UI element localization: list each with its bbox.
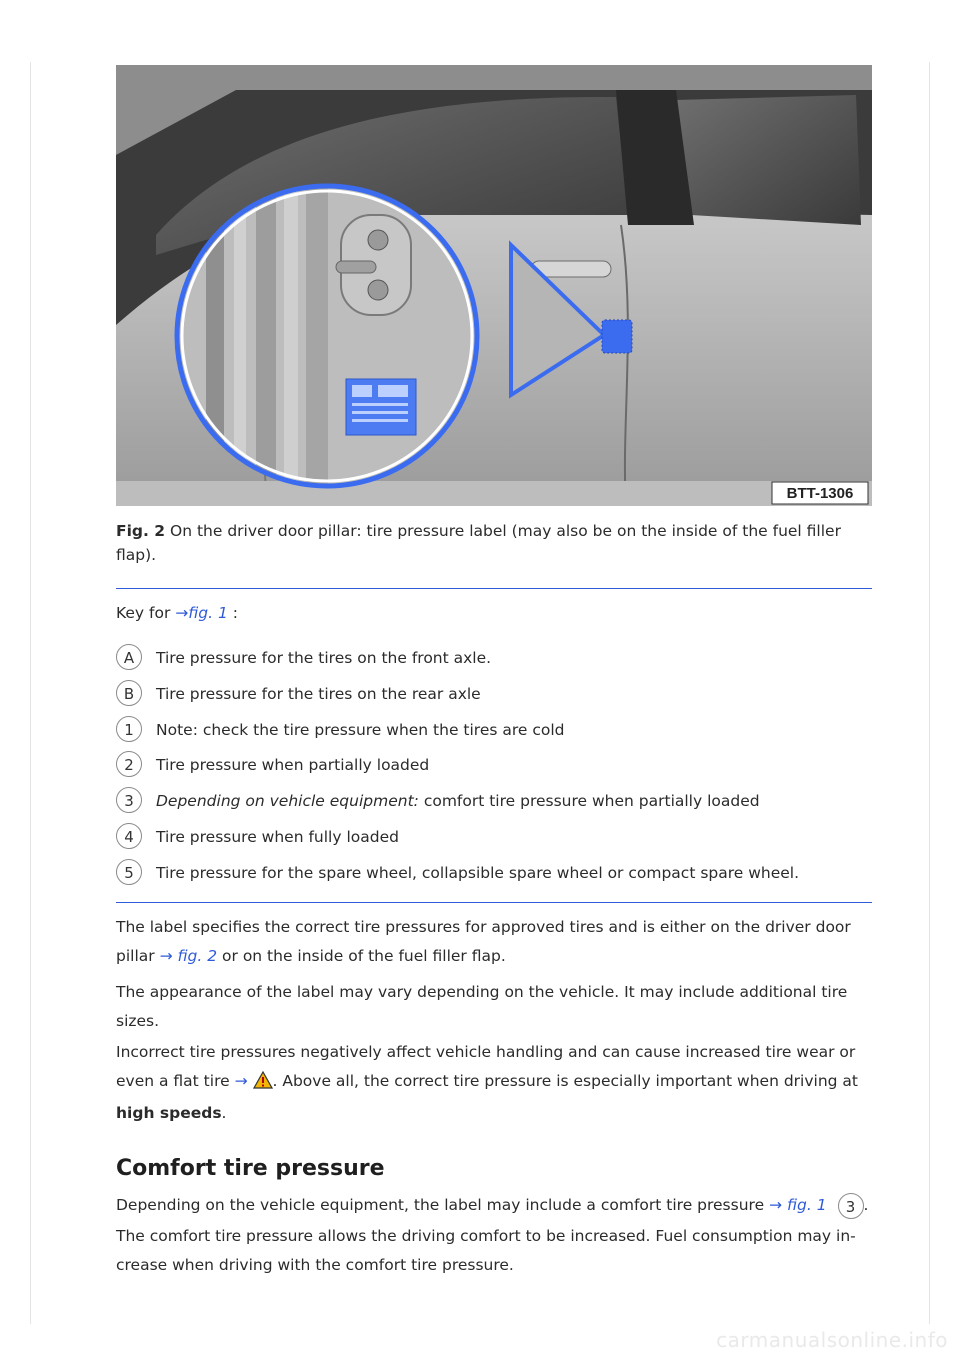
paragraph-incorrect-text: Incorrect tire pressures negatively affect vehicle handling and can cause increased tire wear or even a flat tire (116, 1043, 856, 1090)
key-badge: 2 (116, 751, 142, 777)
key-item-text: Note: check the tire pressure when the tires are cold (156, 720, 565, 739)
arrow-icon: → (159, 947, 173, 965)
paragraph-comfort-end: . (863, 1196, 869, 1214)
key-badge: 3 (116, 787, 142, 813)
key-item-text: comfort tire pressure when partially loaded (423, 792, 760, 811)
key-item-text: Tire pressure for the tires on the rear axle (156, 684, 481, 703)
key-arrow-icon: → (175, 604, 189, 622)
key-item-label (156, 825, 399, 849)
key-item-label (156, 753, 429, 777)
key-badge: 5 (116, 859, 142, 885)
key-suffix: : (232, 604, 239, 622)
car-door-illustration (116, 65, 872, 506)
paragraph-label-appearance: The appearance of the label may vary depending on the vehicle. It may include additional tire sizes. (116, 983, 848, 1030)
key-item-text: Tire pressure for the spare wheel, collapsible spare wheel or compact spare wheel. (156, 863, 800, 882)
section-divider-bottom (116, 902, 872, 903)
high-speeds-text: high speeds (116, 1104, 222, 1122)
badge-3: 3 (838, 1193, 864, 1219)
key-fig-link[interactable]: fig. 1 (188, 604, 228, 622)
watermark: carmanualsonline.info (716, 1328, 948, 1352)
key-badge: 1 (116, 716, 142, 742)
arrow-icon: → (234, 1072, 248, 1090)
paragraph-label-location (116, 913, 866, 971)
key-badge: 4 (116, 823, 142, 849)
figure-caption-number: Fig. 2 (116, 522, 166, 540)
fig-2-link[interactable]: fig. 2 (177, 947, 218, 965)
right-margin-line (929, 62, 930, 1324)
paragraph-comfort-effect: The comfort tire pressure allows the driving comfort to be increased. Fuel consumption may in-crease when driving with the comfort tire pressure. (116, 1227, 856, 1274)
car-door-figure (116, 65, 872, 506)
section-divider-top (116, 588, 872, 589)
key-item-text: Tire pressure for the tires on the front axle. (156, 649, 492, 667)
paragraph-incorrect-cont: . Above all, the correct tire pressure is especially important when driving at (272, 1072, 859, 1090)
key-item-label (156, 682, 481, 706)
paragraph-incorrect-end: . (221, 1104, 227, 1122)
paragraph-incorrect-pressure (116, 1038, 866, 1128)
key-item-text: Tire pressure when partially loaded (156, 756, 430, 775)
key-item-label (156, 646, 491, 670)
key-badge: B (116, 680, 142, 706)
paragraph-comfort-text: Depending on the vehicle equipment, the label may include a comfort tire pressure (116, 1196, 765, 1214)
comfort-tire-pressure-heading: Comfort tire pressure (116, 1156, 385, 1181)
key-prefix: Key for (116, 604, 171, 622)
paragraph-comfort-label (116, 1191, 869, 1220)
key-item-text: Tire pressure when fully loaded (156, 828, 399, 846)
warning-icon[interactable] (253, 1070, 273, 1099)
figure-caption (116, 519, 856, 567)
paragraph-label-location-text: The label specifies the correct tire pressures for approved tires and is either on the driver door pillar (116, 918, 851, 965)
key-item-italic: Depending on vehicle equipment: (156, 792, 419, 811)
key-item-label (156, 718, 565, 742)
key-item-label (156, 861, 799, 885)
fig-1-link[interactable]: fig. 1 (786, 1196, 827, 1214)
key-badge: A (116, 644, 142, 670)
key-heading (116, 601, 238, 625)
figure-code-label: BTT-1306 (786, 485, 854, 502)
figure-caption-text: On the driver door pillar: tire pressure label (may also be on the inside of the fuel filler flap). (116, 522, 841, 564)
paragraph-label-location-end: or on the inside of the fuel filler flap. (222, 947, 506, 965)
arrow-icon: → (769, 1196, 783, 1214)
left-margin-line (30, 62, 31, 1324)
key-item-label (156, 789, 760, 813)
